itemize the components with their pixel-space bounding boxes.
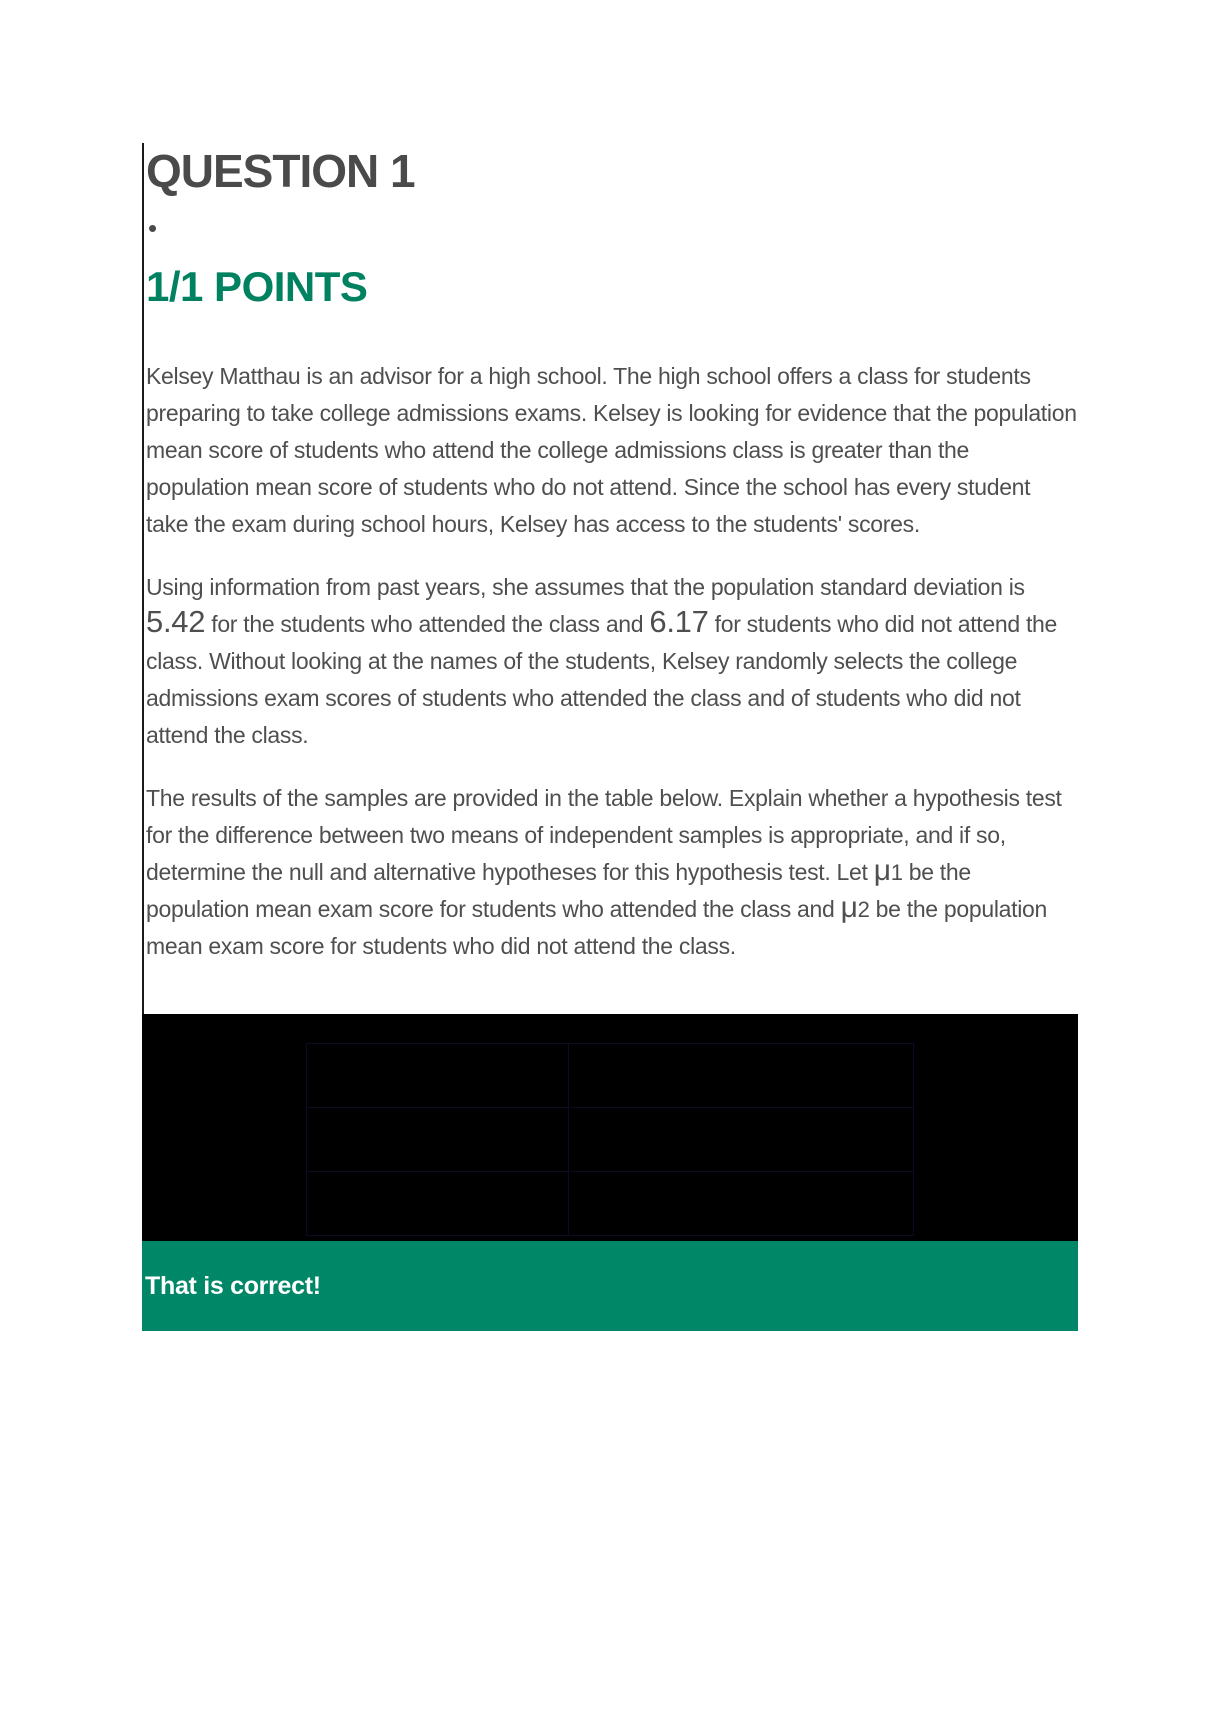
- paragraph-2-text-2: for the students who attended the class and: [205, 611, 650, 637]
- table-cell-empty: [307, 1108, 569, 1172]
- sample-results-table: [306, 1043, 914, 1236]
- paragraph-3-text-1: The results of the samples are provided in the table below. Explain whether a hypothesis test for the difference between two means of independent samples is appropriate, and if so, determine the null and alternative hypotheses for this hypothesis test. Let: [146, 785, 1062, 885]
- paragraph-2-text-3: for students who did not attend the class. Without looking at the names of the students, Kelsey randomly selects the college admissions exam scores of students who attended the class and of students who did not attend the class.: [146, 611, 1058, 748]
- question-heading: QUESTION 1: [146, 145, 415, 197]
- table-row: [307, 1172, 914, 1236]
- table-cell-empty: [307, 1044, 569, 1108]
- question-paragraph-1: Kelsey Matthau is an advisor for a high school. The high school offers a class for students preparing to take college admissions exams. Kelsey is looking for evidence that the population mean score of students who attend the college admissions class is greater than the population mean score of students who do not attend. Since the school has every student take the exam during school hours, Kelsey has access to the students' scores.: [146, 363, 1077, 537]
- mu2-symbol: μ: [840, 891, 858, 924]
- feedback-banner: [142, 1241, 1078, 1331]
- table-row: [307, 1108, 914, 1172]
- question-section: [142, 143, 1078, 1014]
- table-row: [307, 1044, 914, 1108]
- answer-table-redacted: [142, 1014, 1078, 1241]
- std-dev-attended-value: 5.42: [146, 604, 206, 639]
- bullet-marker: •: [148, 213, 158, 243]
- feedback-message: That is correct!: [145, 1271, 321, 1300]
- mu1-symbol: μ: [873, 854, 891, 887]
- table-cell-empty: [569, 1172, 914, 1236]
- quiz-question-page: [142, 143, 1078, 1331]
- paragraph-3-text-2: be the population mean exam score for students who attended the class and: [146, 859, 971, 922]
- mu1-subscript: 1: [890, 860, 903, 885]
- question-paragraph-3: [146, 780, 1078, 965]
- paragraph-3-text-3: be the population mean exam score for students who did not attend the class.: [146, 896, 1048, 959]
- table-cell-empty: [307, 1172, 569, 1236]
- std-dev-not-attended-value: 6.17: [649, 604, 709, 639]
- paragraph-2-text-1: Using information from past years, she assumes that the population standard deviation is: [146, 574, 1025, 600]
- table-cell-empty: [569, 1044, 914, 1108]
- points-label: 1/1 POINTS: [146, 263, 368, 310]
- question-paragraph-2: [146, 569, 1078, 754]
- mu2-subscript: 2: [857, 897, 870, 922]
- table-cell-empty: [569, 1108, 914, 1172]
